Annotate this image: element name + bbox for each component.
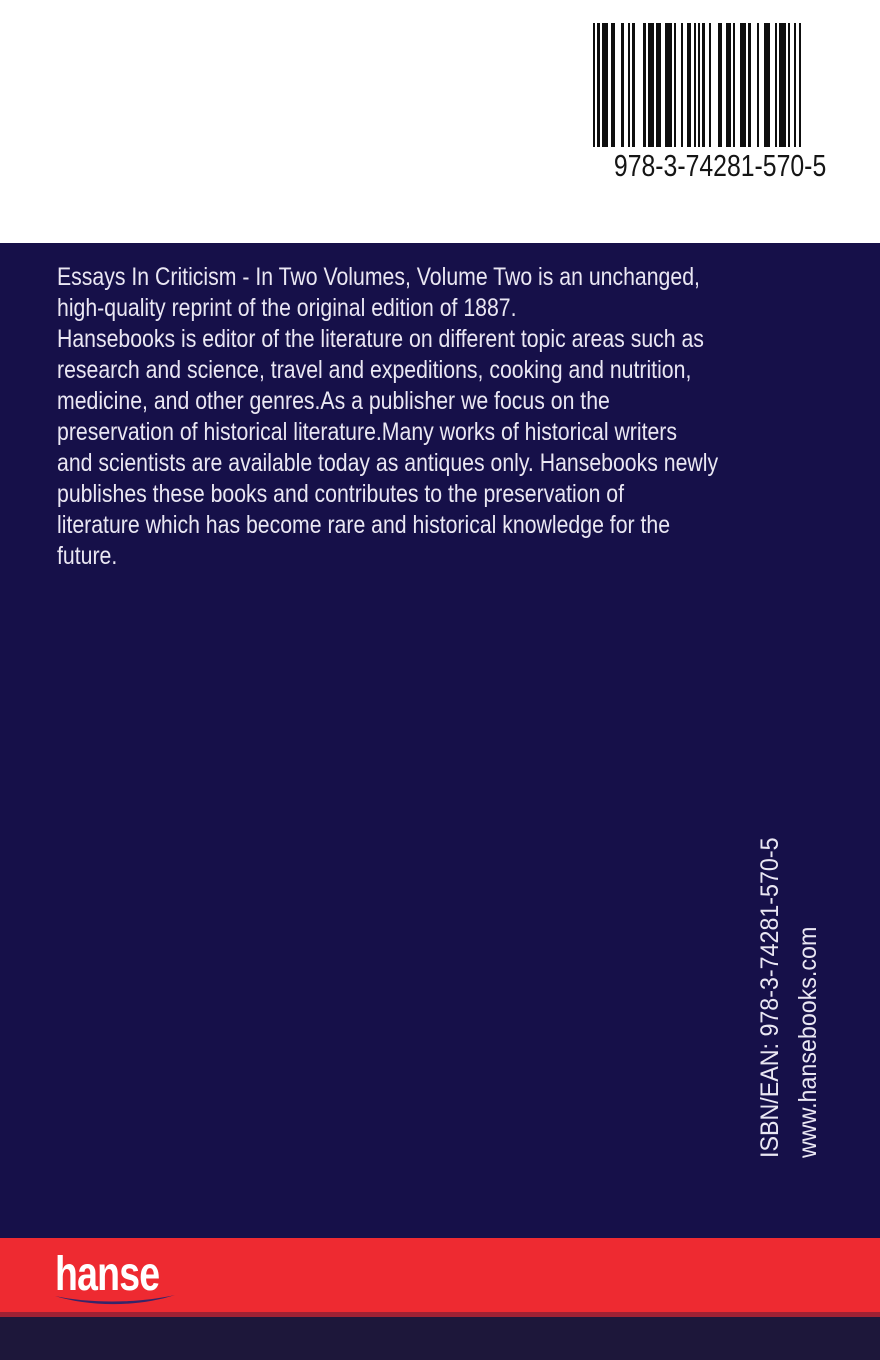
description-line: medicine, and other genres.As a publisher we focus on the bbox=[57, 387, 610, 415]
barcode bbox=[593, 23, 827, 183]
description-line: Essays In Criticism - In Two Volumes, Volume Two is an unchanged, bbox=[57, 263, 700, 291]
book-description bbox=[57, 262, 718, 572]
description-line: future. bbox=[57, 542, 118, 570]
spine-isbn-ean-text: ISBN/EAN: 978-3-74281-570-5 bbox=[756, 837, 784, 1158]
top-white-section bbox=[0, 0, 880, 243]
barcode-bar bbox=[799, 23, 801, 147]
description-line: and scientists are available today as antiques only. Hansebooks newly bbox=[57, 449, 719, 477]
barcode-number: 978-3-74281-570-5 bbox=[613, 148, 827, 183]
description-line: literature which has become rare and historical knowledge for the bbox=[57, 511, 671, 539]
publisher-red-band bbox=[0, 1238, 880, 1317]
description-line: research and science, travel and expeditions, cooking and nutrition, bbox=[57, 356, 692, 384]
description-line: Hansebooks is editor of the literature on different topic areas such as bbox=[57, 325, 704, 353]
barcode-bars bbox=[593, 23, 802, 147]
description-line: publishes these books and contributes to the preservation of bbox=[57, 480, 625, 508]
logo-swoosh-icon bbox=[53, 1292, 177, 1308]
spine-website-text: www.hansebooks.com bbox=[794, 926, 822, 1158]
description-line: preservation of historical literature.Many works of historical writers bbox=[57, 418, 678, 446]
description-line: high-quality reprint of the original edition of 1887. bbox=[57, 294, 517, 322]
publisher-logo-text: hanse bbox=[55, 1248, 160, 1301]
navy-main-section bbox=[0, 243, 880, 1238]
bottom-navy-band bbox=[0, 1317, 880, 1360]
